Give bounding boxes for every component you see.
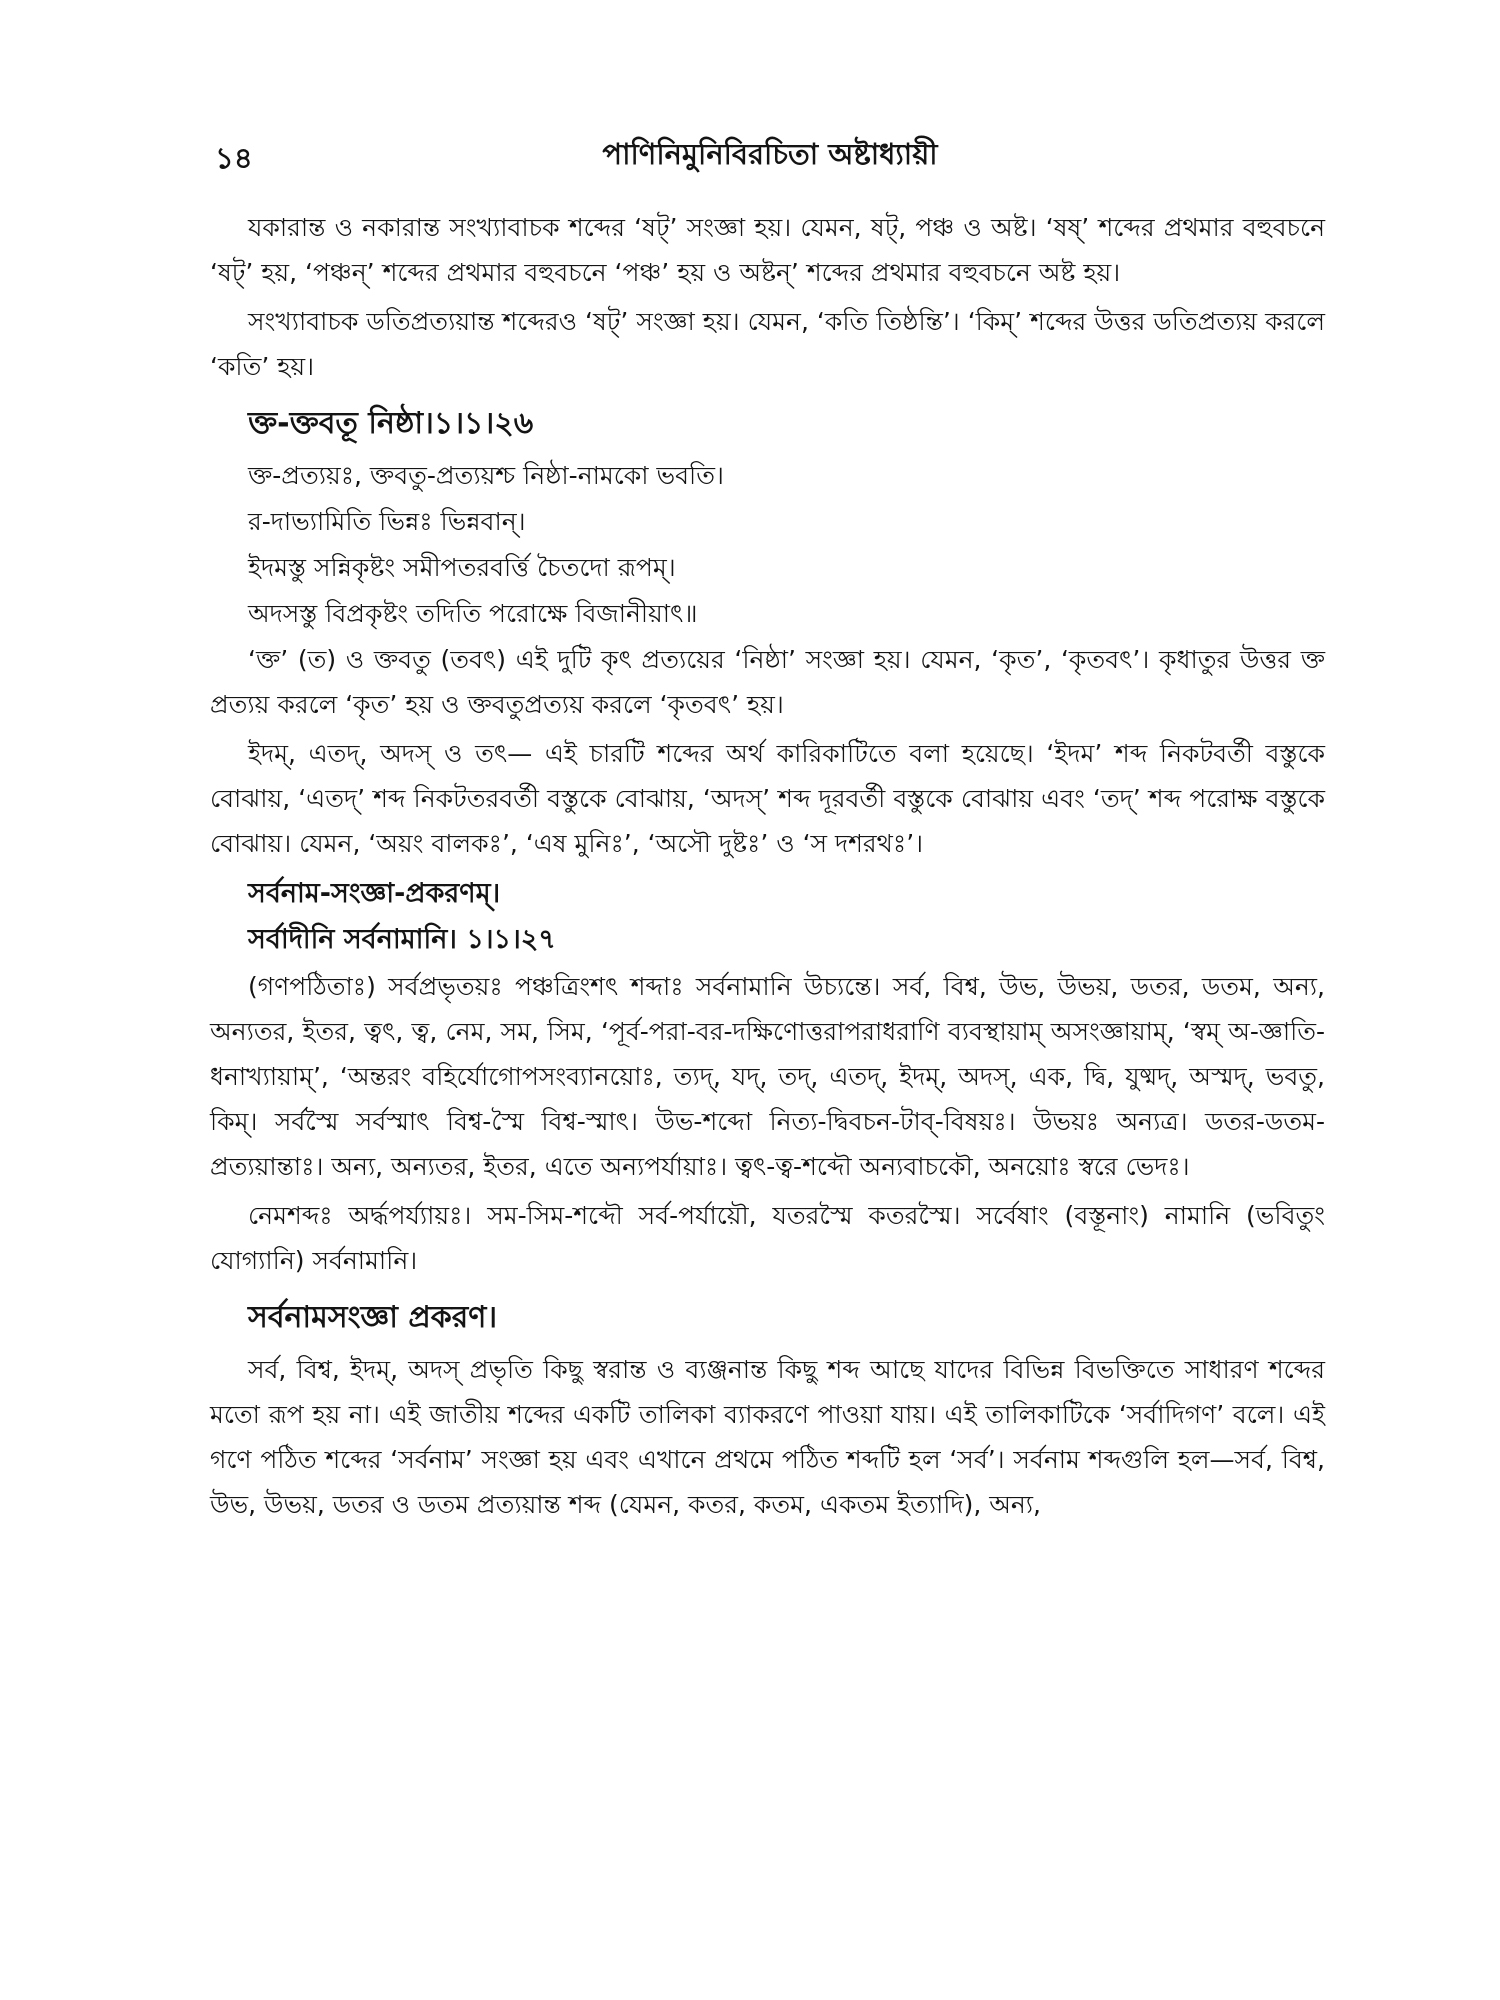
section-heading-sarvanama: সর্বনাম-সংজ্ঞা-প্রকরণম্।: [248, 878, 501, 909]
sutra-heading-sarvadini: সর্বাদীনি সর্বনামানি। ১।১।২৭: [248, 924, 556, 955]
verse-line: ইদমস্তু সন্নিকৃষ্টং সমীপতরবর্ত্তি চৈতদো রূপম্।: [248, 553, 676, 582]
paragraph-shat-definition: যকারান্ত ও নকারান্ত সংখ্যাবাচক শব্দের ‘ষট্’ সংজ্ঞা হয়। যেমন, ষট্, পঞ্চ ও অষ্ট। ‘ষষ্’ শব্দের প্রথমার বহুবচনে ‘ষট্’ হয়, ‘পঞ্চন্’ শব্দের প্রথমার বহুবচনে ‘পঞ্চ’ হয় ও অষ্টন্’ শব্দের প্রথমার বহুবচনে অষ্ট হয়।: [210, 213, 1325, 287]
verse-line: র-দাভ্যামিতি ভিন্নঃ ভিন্নবান্।: [248, 507, 526, 536]
section-heading-sarvanama-prakarana: সর্বনামসংজ্ঞা প্রকরণ।: [248, 1300, 498, 1335]
verse-line: ক্ত-প্রত্যয়ঃ, ক্তবতু-প্রত্যয়শ্চ নিষ্ঠা-নামকো ভবতি।: [248, 461, 724, 490]
paragraph-sarvadigana: সর্ব, বিশ্ব, ইদম্, অদস্ প্রভৃতি কিছু স্বরান্ত ও ব্যঞ্জনান্ত কিছু শব্দ আছে যাদের বিভিন্ন বিভক্তিতে সাধারণ শব্দের মতো রূপ হয় না। এই জাতীয় শব্দের একটি তালিকা ব্যাকরণে পাওয়া যায়। এই তালিকাটিকে ‘সর্বাদিগণ’ বলে। এই গণে পঠিত শব্দের ‘সর্বনাম’ সংজ্ঞা হয় এবং এখানে প্রথমে পঠিত শব্দটি হল ‘সর্ব’। সর্বনাম শব্দগুলি হল—সর্ব, বিশ্ব, উভ, উভয়, ডতর ও ডতম প্রত্যয়ান্ত শব্দ (যেমন, কতর, কতম, একতম ইত্যাদি), অন্য,: [210, 1355, 1325, 1519]
paragraph-dati-suffix: সংখ্যাবাচক ডতিপ্রত্যয়ান্ত শব্দেরও ‘ষট্’ সংজ্ঞা হয়। যেমন, ‘কতি তিষ্ঠন্তি’। ‘কিম্’ শব্দের উত্তর ডতিপ্রত্যয় করলে ‘কতি’ হয়।: [210, 307, 1325, 381]
page-number: ১৪: [215, 141, 253, 175]
paragraph-ganapathita: (গণপঠিতাঃ) সর্বপ্রভৃতয়ঃ পঞ্চত্রিংশৎ শব্দাঃ সর্বনামানি উচ্যন্তে। সর্ব, বিশ্ব, উভ, উভয়, ডতর, ডতম, অন্য, অন্যতর, ইতর, ত্বৎ, ত্ব, নেম, সম, সিম, ‘পূর্ব-পরা-বর-দক্ষিণোত্তরাপরাধরাণি ব্যবস্থায়াম্ অসংজ্ঞায়াম্, ‘স্বম্ অ-জ্ঞাতি-ধনাখ্যায়াম্’, ‘অন্তরং বহির্যোগোপসংব্যানয়োঃ, ত্যদ্, যদ্, তদ্, এতদ্, ইদম্, অদস্, এক, দ্বি, যুষ্মদ্, অস্মদ্, ভবতু, কিম্। সর্বস্মৈ সর্বস্মাৎ বিশ্ব-স্মৈ বিশ্ব-স্মাৎ। উভ-শব্দো নিত্য-দ্বিবচন-টাব্-বিষয়ঃ। উভয়ঃ অন্যত্র। ডতর-ডতম-প্রত্যয়ান্তাঃ। অন্য, অন্যতর, ইতর, এতে অন্যপর্যায়াঃ। ত্বৎ-ত্ব-শব্দৌ অন্যবাচকৌ, অনয়োঃ স্বরে ভেদঃ।: [210, 972, 1325, 1181]
paragraph-nema: নেমশব্দঃ অর্দ্ধপর্য্যায়ঃ। সম-সিম-শব্দৌ সর্ব-পর্যায়ৌ, যতরস্মৈ কতরস্মৈ। সর্বেষাং (বস্তূনাং) নামানি (ভবিতুং যোগ্যানি) সর্বনামানি।: [210, 1201, 1325, 1275]
running-title: পাণিনিমুনিবিরচিতা অষ্টাধ্যায়ী: [602, 137, 938, 171]
page-body: [210, 205, 1325, 1531]
verse-line: অদসস্তু বিপ্রকৃষ্টং তদিতি পরোক্ষে বিজানীয়াৎ॥: [248, 599, 698, 628]
paragraph-kta-ktavatu: ‘ক্ত’ (ত) ও ক্তবতু (তবৎ) এই দুটি কৃৎ প্রত্যয়ের ‘নিষ্ঠা’ সংজ্ঞা হয়। যেমন, ‘কৃত’, ‘কৃতবৎ’। কৃধাতুর উত্তর ক্ত প্রত্যয় করলে ‘কৃত’ হয় ও ক্তবতুপ্রত্যয় করলে ‘কৃতবৎ’ হয়।: [210, 645, 1325, 719]
sutra-heading-nishtha: ক্ত-ক্তবতূ নিষ্ঠা।১।১।২৬: [248, 406, 534, 441]
page-header: [215, 128, 1325, 188]
paragraph-idam-etad: ইদম্, এতদ্, অদস্ ও তৎ— এই চারটি শব্দের অর্থ কারিকাটিতে বলা হয়েছে। ‘ইদম’ শব্দ নিকটবর্তী বস্তুকে বোঝায়, ‘এতদ্’ শব্দ নিকটতরবর্তী বস্তুকে বোঝায়, ‘অদস্’ শব্দ দূরবর্তী বস্তুকে বোঝায় এবং ‘তদ্’ শব্দ পরোক্ষ বস্তুকে বোঝায়। যেমন, ‘অয়ং বালকঃ’, ‘এষ মুনিঃ’, ‘অসৌ দুষ্টঃ’ ও ‘স দশরথঃ’।: [210, 739, 1325, 858]
